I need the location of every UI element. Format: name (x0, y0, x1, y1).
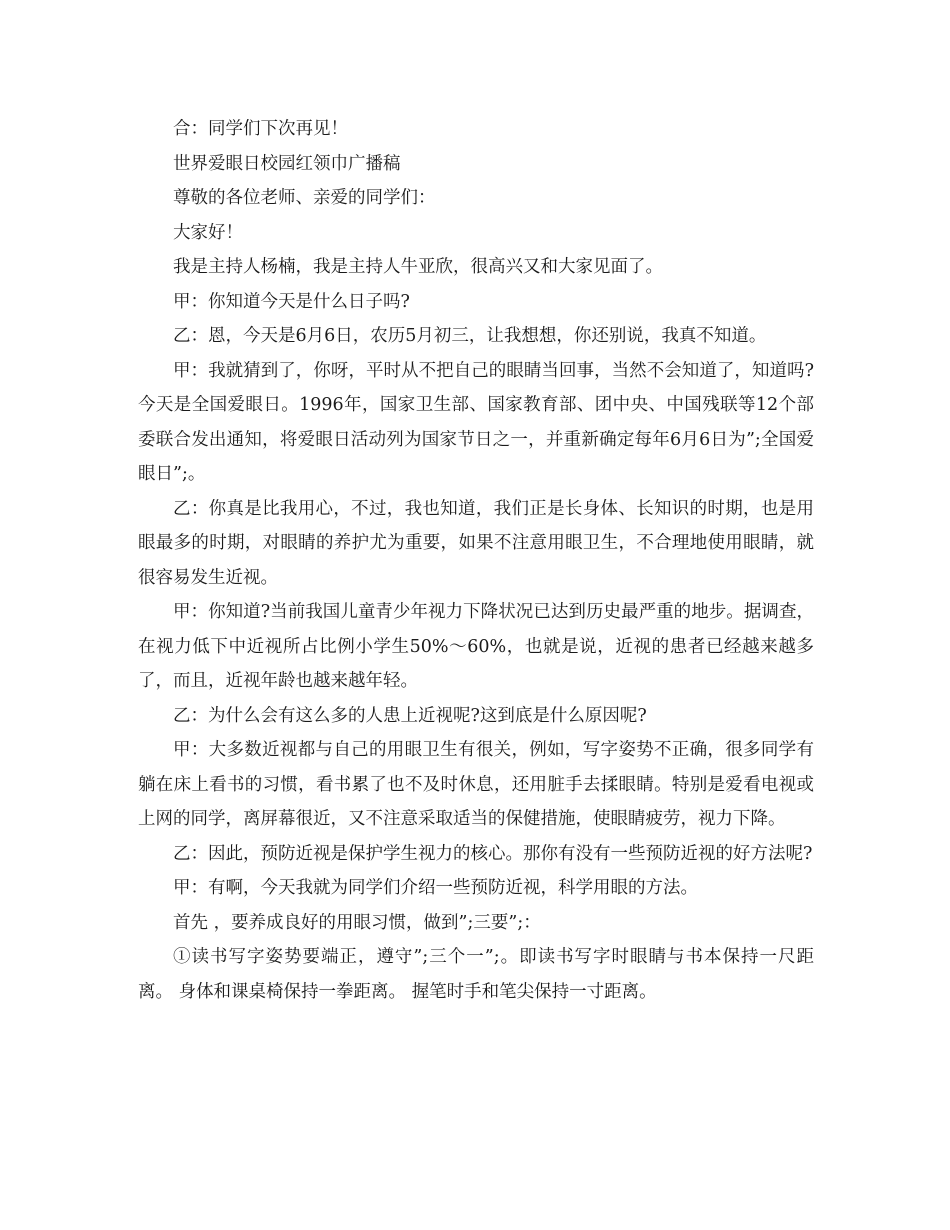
dialogue-paragraph: 甲：你知道?当前我国儿童青少年视力下降状况已达到历史最严重的地步。据调查，在视力低下中近视所占比例小学生50%～60%，也就是说，近视的患者已经越来越多了，而且，近视年龄也越来越年轻。 (138, 602, 814, 691)
dialogue-paragraph: 甲：有啊，今天我就为同学们介绍一些预防近视，科学用眼的方法。 (173, 878, 698, 898)
host-introduction: 我是主持人杨楠，我是主持人牛亚欣，很高兴又和大家见面了。 (173, 257, 663, 277)
closing-line: 合：同学们下次再见！ (173, 119, 348, 139)
dialogue-paragraph: 甲：我就猜到了，你呀，平时从不把自己的眼睛当回事，当然不会知道了，知道吗?今天是全国爱眼日。1996年，国家卫生部、国家教育部、团中央、中国残联等12个部委联合发出通知，将爱眼日活动列为国家节日之一，并重新确定每年6月6日为”;全国爱眼日”;。 (138, 360, 814, 484)
method-heading: 首先 ，要养成良好的用眼习惯，做到”;三要”;： (173, 912, 541, 933)
method-item: ①读书写字姿势要端正，遵守”;三个一”;。即读书写字时眼睛与书本保持一尺距离。 身体和课桌椅保持一拳距离。 握笔时手和笔尖保持一寸距离。 (138, 947, 814, 1002)
greeting: 大家好！ (173, 222, 243, 243)
dialogue-paragraph: 乙：为什么会有这么多的人患上近视呢?这到底是什么原因呢? (173, 705, 647, 726)
document-title: 世界爱眼日校园红领巾广播稿 (173, 153, 401, 174)
salutation: 尊敬的各位老师、亲爱的同学们： (173, 188, 436, 208)
dialogue-paragraph: 甲：大多数近视都与自己的用眼卫生有很关，例如，写字姿势不正确，很多同学有躺在床上看书的习惯，看书累了也不及时休息，还用脏手去揉眼睛。特别是爱看电视或上网的同学，离屏幕很近，又不注意采取适当的保健措施，使眼睛疲劳，视力下降。 (138, 740, 814, 829)
document-body (138, 112, 814, 1009)
dialogue-paragraph: 乙：恩，今天是6月6日，农历5月初三，让我想想，你还别说，我真不知道。 (173, 326, 767, 346)
dialogue-paragraph: 甲：你知道今天是什么日子吗? (173, 291, 410, 312)
dialogue-paragraph: 乙：因此，预防近视是保护学生视力的核心。那你有没有一些预防近视的好方法呢? (173, 843, 813, 864)
dialogue-paragraph: 乙：你真是比我用心，不过，我也知道，我们正是长身体、长知识的时期，也是用眼最多的时期，对眼睛的养护尤为重要，如果不注意用眼卫生，不合理地使用眼睛，就很容易发生近视。 (138, 498, 814, 588)
